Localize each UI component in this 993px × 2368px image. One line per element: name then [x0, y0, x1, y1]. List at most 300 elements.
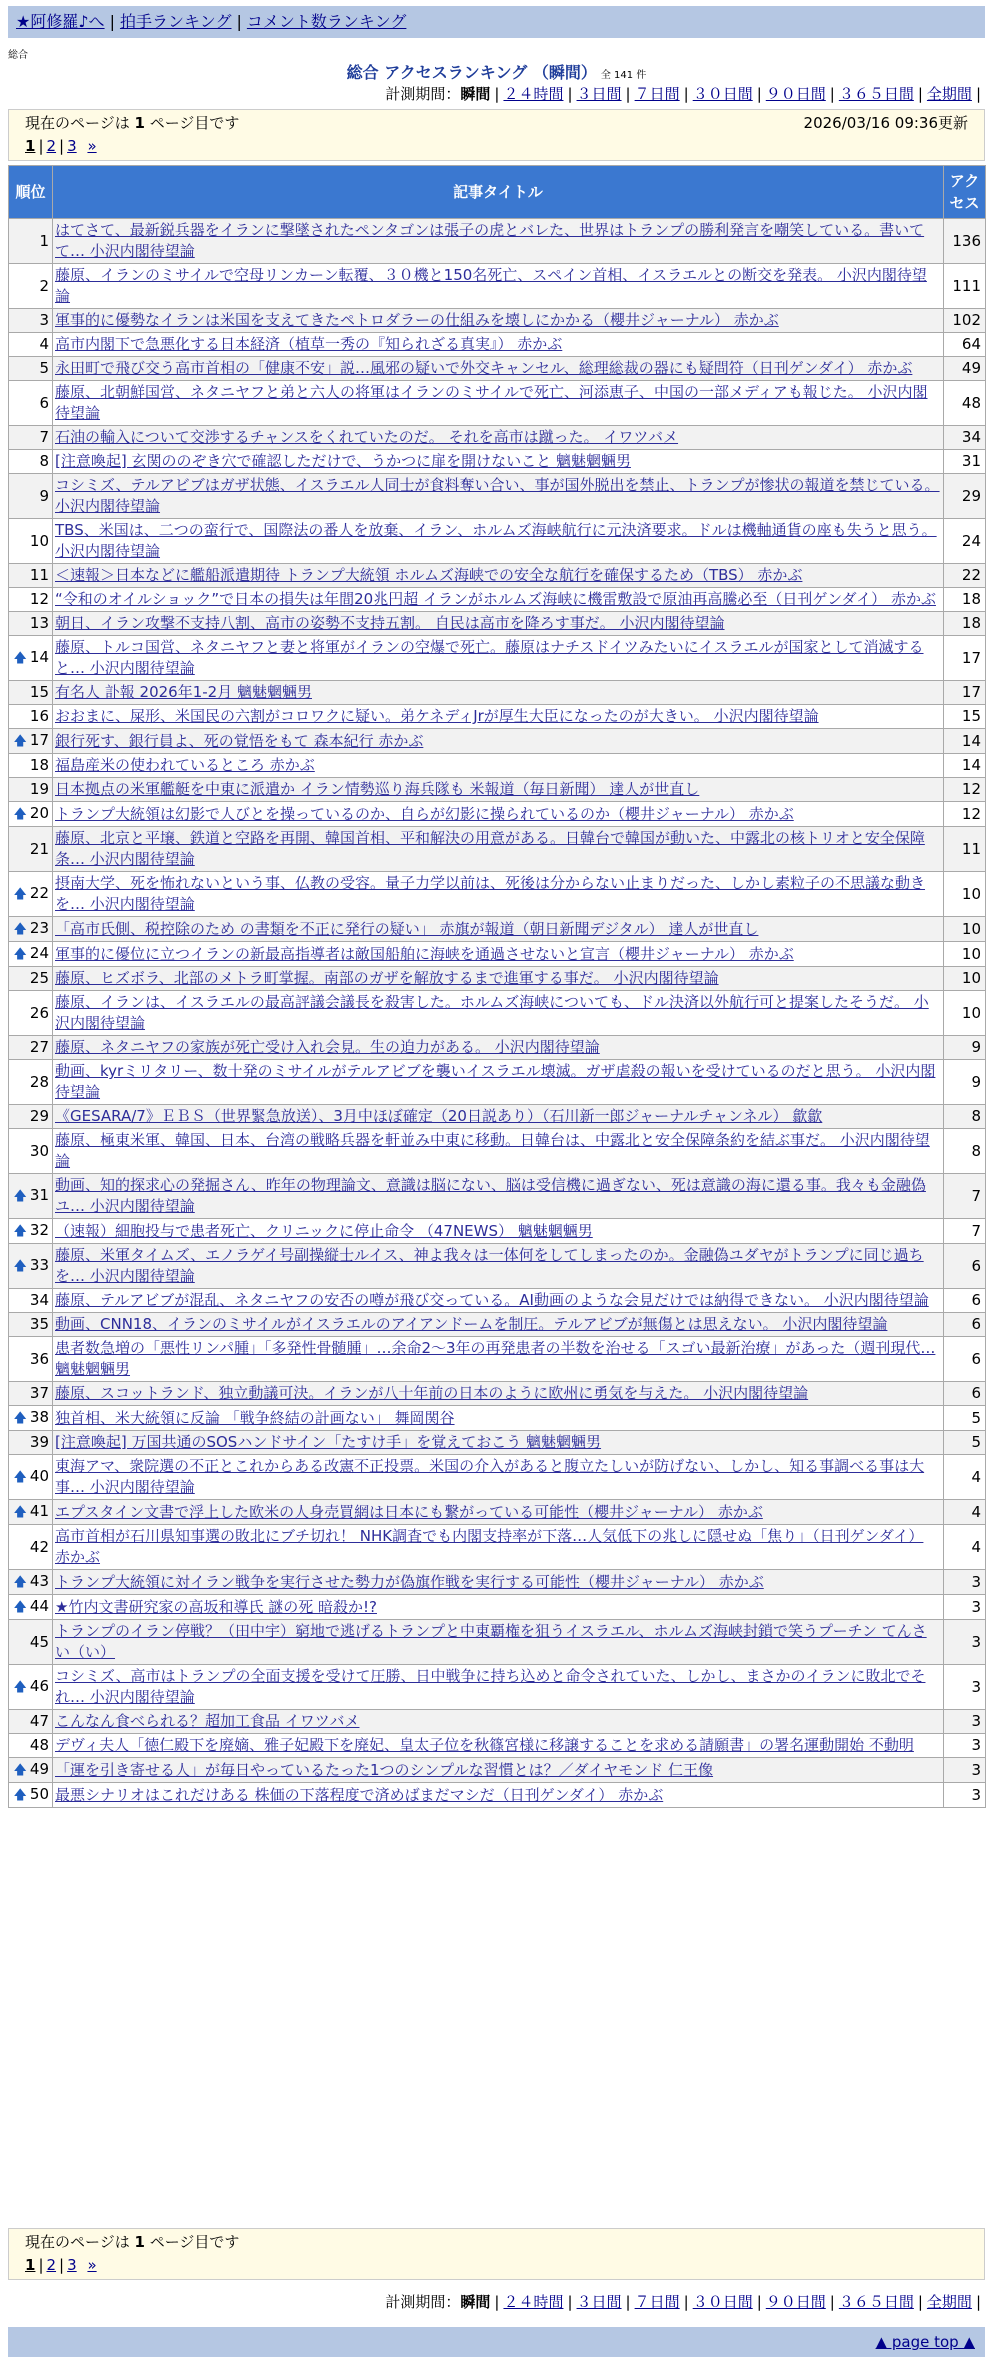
rank-cell	[9, 564, 53, 588]
table-row	[9, 1570, 986, 1595]
table-row	[9, 1665, 986, 1710]
article-link[interactable]: はてさて、最新鋭兵器をイランに撃墜されたペンタゴンは張子の虎とバレた、世界はトランプの勝利発言を嘲笑している。書いてて… 小沢内閣待望論	[55, 221, 925, 260]
table-row	[9, 1382, 986, 1406]
ranking-title	[0, 60, 993, 83]
rank-cell	[9, 1036, 53, 1060]
rank-number: 35	[29, 1315, 49, 1333]
title-cell	[53, 564, 944, 588]
top-nav-bar	[8, 6, 985, 38]
access-count: 10	[944, 967, 986, 991]
rank-number: 26	[29, 1003, 49, 1022]
title-cell	[53, 357, 944, 381]
rank-number: 44	[29, 1597, 49, 1615]
title-cell	[53, 942, 944, 967]
rank-cell	[9, 802, 53, 827]
period-selector-bottom	[385, 2292, 985, 2312]
table-row	[9, 1036, 986, 1060]
rank-number: 40	[29, 1467, 49, 1485]
period-selector-top	[385, 84, 985, 104]
article-link[interactable]: 「高市氏側、税控除のため の書類を不正に発行の疑い」 赤旗が報道（朝日新聞デジタル） 達人が世直し	[55, 919, 759, 938]
rank-cell	[9, 1758, 53, 1783]
rank-number: 38	[29, 1408, 49, 1426]
article-link[interactable]: こんなん食べられる？超加工食品 イワツバメ	[55, 1712, 360, 1730]
article-link[interactable]: 軍事的に優位に立つイランの新最高指導者は敵国船舶に海峡を通過させないと宣言（櫻井ジャーナル） 赤かぶ	[55, 944, 794, 963]
title-cell	[53, 1337, 944, 1382]
article-link[interactable]: トランプのイラン停戦？（田中宇）窮地で逃げるトランプと中東覇権を狙うイスラエル、ホルムズ海峡封鎖で笑うプーチン てんさい（い）	[55, 1622, 927, 1661]
rank-number: 19	[29, 780, 49, 798]
table-row	[9, 1337, 986, 1382]
access-count: 49	[944, 357, 986, 381]
table-row	[9, 1105, 986, 1129]
table-row	[9, 1060, 986, 1105]
rank-up-arrow-icon: 🡅	[13, 1189, 27, 1204]
period-separator: |	[494, 85, 500, 103]
title-cell	[53, 1783, 944, 1808]
rank-cell	[9, 1105, 53, 1129]
access-count: 14	[944, 729, 986, 754]
rank-cell	[9, 1060, 53, 1105]
table-row	[9, 1783, 986, 1808]
access-count: 8	[944, 1105, 986, 1129]
article-link[interactable]: “令和のオイルショック”で日本の損失は年間20兆円超 イランがホルムズ海峡に機雷敷設で原油再高騰必至（日刊ゲンダイ） 赤かぶ	[55, 590, 936, 608]
page-top-link[interactable]: ▲ page top ▲	[875, 2333, 975, 2351]
rank-number: 37	[29, 1384, 49, 1402]
title-cell	[53, 1036, 944, 1060]
rank-number: 20	[29, 804, 49, 822]
nav-separator: |	[109, 12, 115, 31]
rank-number: 29	[29, 1107, 49, 1125]
rank-up-arrow-icon: 🡅	[13, 651, 27, 666]
access-count: 14	[944, 754, 986, 778]
title-cell	[53, 1219, 944, 1244]
rank-cell	[9, 381, 53, 426]
access-count: 9	[944, 1036, 986, 1060]
access-count: 17	[944, 681, 986, 705]
rank-cell	[9, 705, 53, 729]
title-cell	[53, 681, 944, 705]
rank-up-arrow-icon: 🡅	[13, 1788, 27, 1803]
access-count: 4	[944, 1500, 986, 1525]
rank-cell	[9, 474, 53, 519]
table-row	[9, 705, 986, 729]
article-link[interactable]: エプスタイン文書で浮上した欧米の人身売買網は日本にも繋がっている可能性（櫻井ジャーナル） 赤かぶ	[55, 1502, 763, 1521]
page-status: 現在のページは 1 ページ目です	[25, 2233, 240, 2251]
access-count: 22	[944, 564, 986, 588]
article-link[interactable]: 藤原、北京と平壌、鉄道と空路を再開、韓国首相、平和解決の用意がある。日韓台で韓国が動いた、中露北の核トリオと安全保障条… 小沢内閣待望論	[55, 829, 925, 868]
table-row	[9, 219, 986, 264]
pager-page-link[interactable]: 3	[67, 137, 77, 155]
article-link[interactable]: 石油の輸入について交渉するチャンスをくれていたのだ。 それを高市は蹴った。 イワツバメ	[55, 428, 679, 446]
rank-cell	[9, 1244, 53, 1289]
table-row	[9, 1620, 986, 1665]
rank-number: 22	[29, 884, 49, 902]
rank-number: 36	[29, 1349, 49, 1368]
total-count: 全 141 件	[600, 70, 647, 81]
title-cell	[53, 991, 944, 1036]
rank-up-arrow-icon: 🡅	[13, 947, 27, 962]
access-count: 64	[944, 333, 986, 357]
article-link[interactable]: 独首相、米大統領に反論 「戦争終結の計画ない」 舞岡関谷	[55, 1408, 455, 1427]
article-link[interactable]: 藤原、トルコ国営、ネタニヤフと妻と将軍がイランの空爆で死亡。藤原はナチスドイツみたいにイスラエルが国家として消滅すると… 小沢内閣待望論	[55, 638, 924, 677]
pager-page-link[interactable]: 2	[46, 137, 57, 155]
rank-cell	[9, 612, 53, 636]
period-option[interactable]: ３０日間	[692, 2293, 753, 2311]
rank-number: 34	[29, 1291, 49, 1309]
rank-cell	[9, 917, 53, 942]
rank-number: 48	[29, 1736, 49, 1754]
rank-number: 15	[29, 683, 49, 701]
table-row	[9, 991, 986, 1036]
table-row	[9, 802, 986, 827]
table-row	[9, 474, 986, 519]
title-cell	[53, 1758, 944, 1783]
period-separator: |	[756, 2293, 762, 2311]
rank-cell	[9, 519, 53, 564]
article-link[interactable]: 高市首相が石川県知事選の敗北にブチ切れ！ NHK調査でも内閣支持率が下落…人気低下の兆しに隠せぬ「焦り」（日刊ゲンダイ） 赤かぶ	[55, 1527, 924, 1566]
rank-number: 6	[39, 393, 49, 412]
article-link[interactable]: 軍事的に優勢なイランは米国を支えてきたペトロダラーの仕組みを壊しにかかる（櫻井ジャーナル） 赤かぶ	[55, 311, 779, 329]
table-row	[9, 1289, 986, 1313]
rank-up-arrow-icon: 🡅	[13, 887, 27, 902]
rank-cell	[9, 1734, 53, 1758]
rank-number: 5	[39, 359, 49, 377]
pager-page-link[interactable]: 3	[67, 2256, 77, 2274]
article-link[interactable]: 高市内閣下で急悪化する日本経済（植草一秀の『知られざる真実』） 赤かぶ	[55, 335, 563, 353]
rank-number: 10	[29, 531, 49, 550]
rank-number: 41	[29, 1502, 49, 1520]
rank-number: 8	[39, 452, 49, 470]
article-link[interactable]: 動画、kyrミリタリー、数十発のミサイルがテルアビブを襲いイスラエル壊滅。ガザ虐殺の報いを受けているのだと思う。 小沢内閣待望論	[55, 1062, 936, 1101]
table-row	[9, 426, 986, 450]
rank-up-arrow-icon: 🡅	[13, 1600, 27, 1615]
period-option[interactable]: ２４時間	[503, 2293, 564, 2311]
article-link[interactable]: ＜速報＞日本などに艦船派遣期待 トランプ大統領 ホルムズ海峡での安全な航行を確保するため（TBS） 赤かぶ	[55, 566, 803, 584]
title-cell	[53, 754, 944, 778]
article-link[interactable]: 藤原、ネタニヤフの家族が死亡受け入れ会見。生の迫力がある。 小沢内閣待望論	[55, 1038, 600, 1056]
rank-cell	[9, 1500, 53, 1525]
article-link[interactable]: ★竹内文書研究家の高坂和導氏 謎の死 暗殺か!?	[55, 1597, 377, 1616]
period-option[interactable]: ３日間	[576, 2293, 622, 2311]
rank-cell	[9, 1665, 53, 1710]
rank-cell	[9, 1620, 53, 1665]
table-row	[9, 588, 986, 612]
table-header-row	[9, 166, 986, 219]
article-link[interactable]: 福島産米の使われているところ 赤かぶ	[55, 756, 315, 774]
rank-number: 27	[29, 1038, 49, 1056]
table-row	[9, 917, 986, 942]
rank-number: 24	[29, 944, 49, 962]
article-link[interactable]: 永田町で飛び交う高市首相の「健康不安」説…風邪の疑いで外交キャンセル、総理総裁の器にも疑問符（日刊ゲンダイ） 赤かぶ	[55, 359, 913, 377]
period-option[interactable]: ３６５日間	[838, 2293, 914, 2311]
period-separator: |	[917, 85, 923, 103]
article-link[interactable]: 朝日、イラン攻撃不支持八割、高市の姿勢不支持五割。 自民は高市を降ろす事だ。 小沢内閣待望論	[55, 614, 725, 632]
page-info-top	[8, 109, 985, 161]
rank-cell	[9, 1525, 53, 1570]
table-row	[9, 827, 986, 872]
article-link[interactable]: 藤原、テルアビブが混乱、ネタニヤフの安否の噂が飛び交っている。AI動画のような会見だけでは納得できない。 小沢内閣待望論	[55, 1291, 929, 1309]
rank-up-arrow-icon: 🡅	[13, 1505, 27, 1520]
title-cell	[53, 1500, 944, 1525]
access-count: 15	[944, 705, 986, 729]
access-count: 31	[944, 450, 986, 474]
rank-up-arrow-icon: 🡅	[13, 807, 27, 822]
clap-ranking-link[interactable]: 拍手ランキング	[119, 12, 232, 31]
period-option[interactable]: ９０日間	[765, 2293, 826, 2311]
pager-next-link[interactable]: »	[87, 2256, 97, 2274]
rank-cell	[9, 1570, 53, 1595]
access-count: 4	[944, 1525, 986, 1570]
article-link[interactable]: 東海アマ、衆院選の不正とこれからある改憲不正投票。米国の介入があると腹立たしいが防げない、しかし、知る事調べる事は大事… 小沢内閣待望論	[55, 1457, 925, 1496]
rank-cell	[9, 1174, 53, 1219]
rank-number: 25	[29, 969, 49, 987]
access-count: 18	[944, 612, 986, 636]
pager-bottom	[25, 2253, 968, 2277]
article-link[interactable]: 《GESARA/7》ＥＢＳ（世界緊急放送）、3月中ほぼ確定（20日説あり）（石川新一郎ジャーナルチャンネル） 歙歙	[55, 1107, 823, 1125]
rank-number: 2	[39, 276, 49, 295]
access-count: 6	[944, 1244, 986, 1289]
table-row	[9, 1129, 986, 1174]
rank-cell	[9, 1455, 53, 1500]
title-cell	[53, 1431, 944, 1455]
rank-number: 13	[29, 614, 49, 632]
period-option: 瞬間	[460, 2293, 491, 2311]
period-option[interactable]: ３６５日間	[838, 85, 914, 103]
rank-up-arrow-icon: 🡅	[13, 1680, 27, 1695]
period-option[interactable]: 全期間	[926, 85, 972, 103]
period-separator: |	[975, 85, 981, 103]
title-cell	[53, 872, 944, 917]
rank-cell	[9, 754, 53, 778]
article-link[interactable]: 藤原、イランのミサイルで空母リンカーン転覆、３０機と150名死亡、スペイン首相、イスラエルとの断交を発表。 小沢内閣待望論	[55, 266, 927, 305]
article-link[interactable]: TBS、米国は、二つの蛮行で、国際法の番人を放棄、イラン、ホルムズ海峡航行に元決済要求。ドルは機軸通貨の座も失うと思う。 小沢内閣待望論	[55, 521, 937, 560]
period-separator: |	[567, 2293, 573, 2311]
table-row	[9, 1406, 986, 1431]
table-row	[9, 1758, 986, 1783]
title-cell	[53, 827, 944, 872]
table-row	[9, 1455, 986, 1500]
rank-cell	[9, 1129, 53, 1174]
access-count: 6	[944, 1337, 986, 1382]
article-link[interactable]: デヴィ夫人「徳仁殿下を廃嫡、雅子妃殿下を廃妃、皇太子位を秋篠宮様に移譲することを求める請願書」の署名運動開始 不動明	[55, 1736, 914, 1754]
title-cell	[53, 705, 944, 729]
period-option[interactable]: 全期間	[926, 2293, 972, 2311]
article-link[interactable]: 動画、知的探求心の発掘さん、昨年の物理論文、意識は脳にない、脳は受信機に過ぎない、死は意識の海に還る事。我々も金融偽ユ… 小沢内閣待望論	[55, 1176, 926, 1215]
table-row	[9, 778, 986, 802]
article-link[interactable]: 藤原、米軍タイムズ、エノラゲイ号副操縦士ルイス、神よ我々は一体何をしてしまったのか。金融偽ユダヤがトランプに同じ過ちを… 小沢内閣待望論	[55, 1246, 924, 1285]
table-row	[9, 872, 986, 917]
table-row	[9, 1313, 986, 1337]
rank-up-arrow-icon: 🡅	[13, 734, 27, 749]
rank-number: 43	[29, 1572, 49, 1590]
access-count: 6	[944, 1382, 986, 1406]
rank-cell	[9, 219, 53, 264]
access-count: 3	[944, 1665, 986, 1710]
access-count: 11	[944, 827, 986, 872]
access-count: 3	[944, 1570, 986, 1595]
rank-number: 42	[29, 1537, 49, 1556]
rank-number: 21	[29, 839, 49, 858]
access-count: 17	[944, 636, 986, 681]
rank-cell	[9, 1710, 53, 1734]
period-option[interactable]: ７日間	[634, 2293, 680, 2311]
article-link[interactable]: 藤原、北朝鮮国営、ネタニヤフと弟と六人の将軍はイランのミサイルで死亡、河添恵子、中国の一部メディアも報じた。 小沢内閣待望論	[55, 383, 928, 422]
rank-cell	[9, 827, 53, 872]
period-label: 計測期間：	[385, 85, 461, 103]
title-cell	[53, 1570, 944, 1595]
rank-up-arrow-icon: 🡅	[13, 1411, 27, 1426]
article-link[interactable]: トランプ大統領に対イラン戦争を実行させた勢力が偽旗作戦を実行する可能性（櫻井ジャーナル） 赤かぶ	[55, 1572, 764, 1591]
title-cell	[53, 1174, 944, 1219]
rank-cell	[9, 1337, 53, 1382]
period-separator: |	[683, 85, 689, 103]
table-row	[9, 309, 986, 333]
article-link[interactable]: コシミズ、高市はトランプの全面支援を受けて圧勝、日中戦争に持ち込めと命令されていた、しかし、まさかのイランに敗北でそれ… 小沢内閣待望論	[55, 1667, 926, 1706]
period-separator: |	[625, 85, 631, 103]
rank-up-arrow-icon: 🡅	[13, 1575, 27, 1590]
article-link[interactable]: 動画、CNN18、イランのミサイルがイスラエルのアイアンドームを制圧。テルアビブが無傷とは思えない。 小沢内閣待望論	[55, 1315, 888, 1333]
nav-separator: |	[236, 12, 242, 31]
table-row	[9, 357, 986, 381]
table-row	[9, 1219, 986, 1244]
rank-cell	[9, 1289, 53, 1313]
rank-cell	[9, 264, 53, 309]
rank-up-arrow-icon: 🡅	[13, 1224, 27, 1239]
table-row	[9, 264, 986, 309]
period-separator: |	[567, 85, 573, 103]
article-link[interactable]: （速報）細胞投与で患者死亡、クリニックに停止命令 （47NEWS） 魑魅魍魎男	[55, 1221, 593, 1240]
article-link[interactable]: 日本拠点の米軍艦艇を中東に派遣か イラン情勢巡り海兵隊も 米報道（毎日新聞） 達人が世直し	[55, 780, 700, 798]
article-link[interactable]: 藤原、イランは、イスラエルの最高評議会議長を殺害した。ホルムズ海峡についても、ドル決済以外航行可と提案したそうだ。 小沢内閣待望論	[55, 993, 929, 1032]
rank-number: 31	[29, 1186, 49, 1204]
access-count: 10	[944, 872, 986, 917]
period-option: 瞬間	[460, 85, 491, 103]
table-row	[9, 1431, 986, 1455]
pager-current-page: 1	[25, 2256, 36, 2274]
access-count: 10	[944, 942, 986, 967]
article-link[interactable]: 藤原、スコットランド、独立動議可決。イランが八十年前の日本のように欧州に勇気を与えた。 小沢内閣待望論	[55, 1384, 809, 1402]
article-link[interactable]: 銀行死す、銀行員よ、死の覚悟をもて 森本紀行 赤かぶ	[55, 731, 424, 750]
rank-up-arrow-icon: 🡅	[13, 1763, 27, 1778]
period-option[interactable]: ９０日間	[765, 85, 826, 103]
page-status-row	[25, 2231, 968, 2253]
rank-number: 30	[29, 1141, 49, 1160]
table-row	[9, 1710, 986, 1734]
period-option[interactable]: ３０日間	[692, 85, 753, 103]
article-link[interactable]: 藤原、ヒズボラ、北部のメトラ町掌握。南部のガザを解放するまで進軍する事だ。 小沢内閣待望論	[55, 969, 719, 987]
rank-cell	[9, 1382, 53, 1406]
access-count: 3	[944, 1620, 986, 1665]
article-link[interactable]: トランプ大統領は幻影で人びとを操っているのか、自らが幻影に操られているのか（櫻井ジャーナル） 赤かぶ	[55, 804, 794, 823]
pager-current-page: 1	[25, 137, 36, 155]
rank-column-header: 順位	[9, 166, 53, 219]
period-option[interactable]: ２４時間	[503, 85, 564, 103]
article-link[interactable]: 「運を引き寄せる人」が毎日やっているたった1つのシンプルな習慣とは？／ダイヤモンド 仁王像	[55, 1760, 714, 1779]
period-option[interactable]: ７日間	[634, 85, 680, 103]
article-link[interactable]: 摂南大学、死を怖れないという事、仏教の受容。量子力学以前は、死後は分からない止まりだった、しかし素粒子の不思議な動きを… 小沢内閣待望論	[55, 874, 926, 913]
pager-next-link[interactable]: »	[87, 137, 97, 155]
rank-cell	[9, 1431, 53, 1455]
title-cell	[53, 333, 944, 357]
table-row	[9, 967, 986, 991]
ranking-table	[8, 165, 986, 1808]
rank-number: 18	[29, 756, 49, 774]
access-count: 5	[944, 1406, 986, 1431]
rank-number: 32	[29, 1221, 49, 1239]
period-label: 計測期間：	[385, 2293, 461, 2311]
table-row	[9, 729, 986, 754]
pager-separator: |	[38, 137, 44, 155]
table-row	[9, 1174, 986, 1219]
rank-cell	[9, 778, 53, 802]
rank-cell	[9, 636, 53, 681]
rank-cell	[9, 333, 53, 357]
access-count: 5	[944, 1431, 986, 1455]
table-row	[9, 564, 986, 588]
rank-cell	[9, 1783, 53, 1808]
comment-ranking-link[interactable]: コメント数ランキング	[246, 12, 407, 31]
access-count: 7	[944, 1174, 986, 1219]
pager-separator: |	[59, 2256, 65, 2274]
article-link[interactable]: 藤原、極東米軍、韓国、日本、台湾の戦略兵器を軒並み中東に移動。日韓台は、中露北と安全保障条約を結ぶ事だ。 小沢内閣待望論	[55, 1131, 930, 1170]
home-link[interactable]: ★阿修羅♪へ	[16, 12, 105, 31]
article-link[interactable]: 患者数急増の「悪性リンパ腫」「多発性骨髄腫」…余命2～3年の再発患者の半数を治せる「スゴい最新治療」があった（週刊現代… 魑魅魍魎男	[55, 1339, 936, 1378]
access-count: 3	[944, 1710, 986, 1734]
rank-cell	[9, 1313, 53, 1337]
title-cell	[53, 1105, 944, 1129]
article-link[interactable]: おおまに、屎形、米国民の六割がコロワクに疑い。弟ケネディJrが厚生大臣になったのが大きい。 小沢内閣待望論	[55, 707, 819, 725]
title-cell	[53, 636, 944, 681]
rank-number: 33	[29, 1256, 49, 1274]
article-link[interactable]: [注意喚起] 玄関ののぞき穴で確認しただけで、うかつに扉を開けないこと 魑魅魍魎男	[55, 452, 631, 470]
period-option[interactable]: ３日間	[576, 85, 622, 103]
article-link[interactable]: 有名人 訃報 2026年1-2月 魑魅魍魎男	[55, 683, 312, 701]
page-title: 総合 アクセスランキング （瞬間）	[346, 63, 597, 82]
title-cell	[53, 219, 944, 264]
rank-number: 12	[29, 590, 49, 608]
title-cell	[53, 612, 944, 636]
rank-number: 1	[39, 231, 49, 250]
access-count: 4	[944, 1455, 986, 1500]
rank-cell	[9, 681, 53, 705]
title-cell	[53, 1734, 944, 1758]
pager-page-link[interactable]: 2	[46, 2256, 57, 2274]
table-row	[9, 1595, 986, 1620]
rank-number: 16	[29, 707, 49, 725]
rank-number: 11	[29, 566, 49, 584]
rank-cell	[9, 309, 53, 333]
rank-up-arrow-icon: 🡅	[13, 1259, 27, 1274]
access-column-header: アクセス	[944, 166, 986, 219]
access-count: 29	[944, 474, 986, 519]
table-row	[9, 942, 986, 967]
title-cell	[53, 426, 944, 450]
table-row	[9, 681, 986, 705]
rank-cell	[9, 942, 53, 967]
table-row	[9, 1500, 986, 1525]
article-link[interactable]: コシミズ、テルアビブはガザ状態、イスラエル人同士が食料奪い合い、事が国外脱出を禁止、トランプが惨状の報道を禁じている。 小沢内閣待望論	[55, 476, 940, 515]
rank-number: 17	[29, 731, 49, 749]
article-link[interactable]: [注意喚起] 万国共通のSOSハンドサイン「たすけ手」を覚えておこう 魑魅魍魎男	[55, 1433, 602, 1451]
title-cell	[53, 1595, 944, 1620]
page-status: 現在のページは 1 ページ目です	[25, 114, 240, 132]
period-separator: |	[494, 2293, 500, 2311]
table-row	[9, 754, 986, 778]
title-column-header: 記事タイトル	[53, 166, 944, 219]
access-count: 111	[944, 264, 986, 309]
title-cell	[53, 802, 944, 827]
title-cell	[53, 1620, 944, 1665]
article-link[interactable]: 最悪シナリオはこれだけある 株価の下落程度で済めばまだマシだ（日刊ゲンダイ） 赤かぶ	[55, 1785, 664, 1804]
